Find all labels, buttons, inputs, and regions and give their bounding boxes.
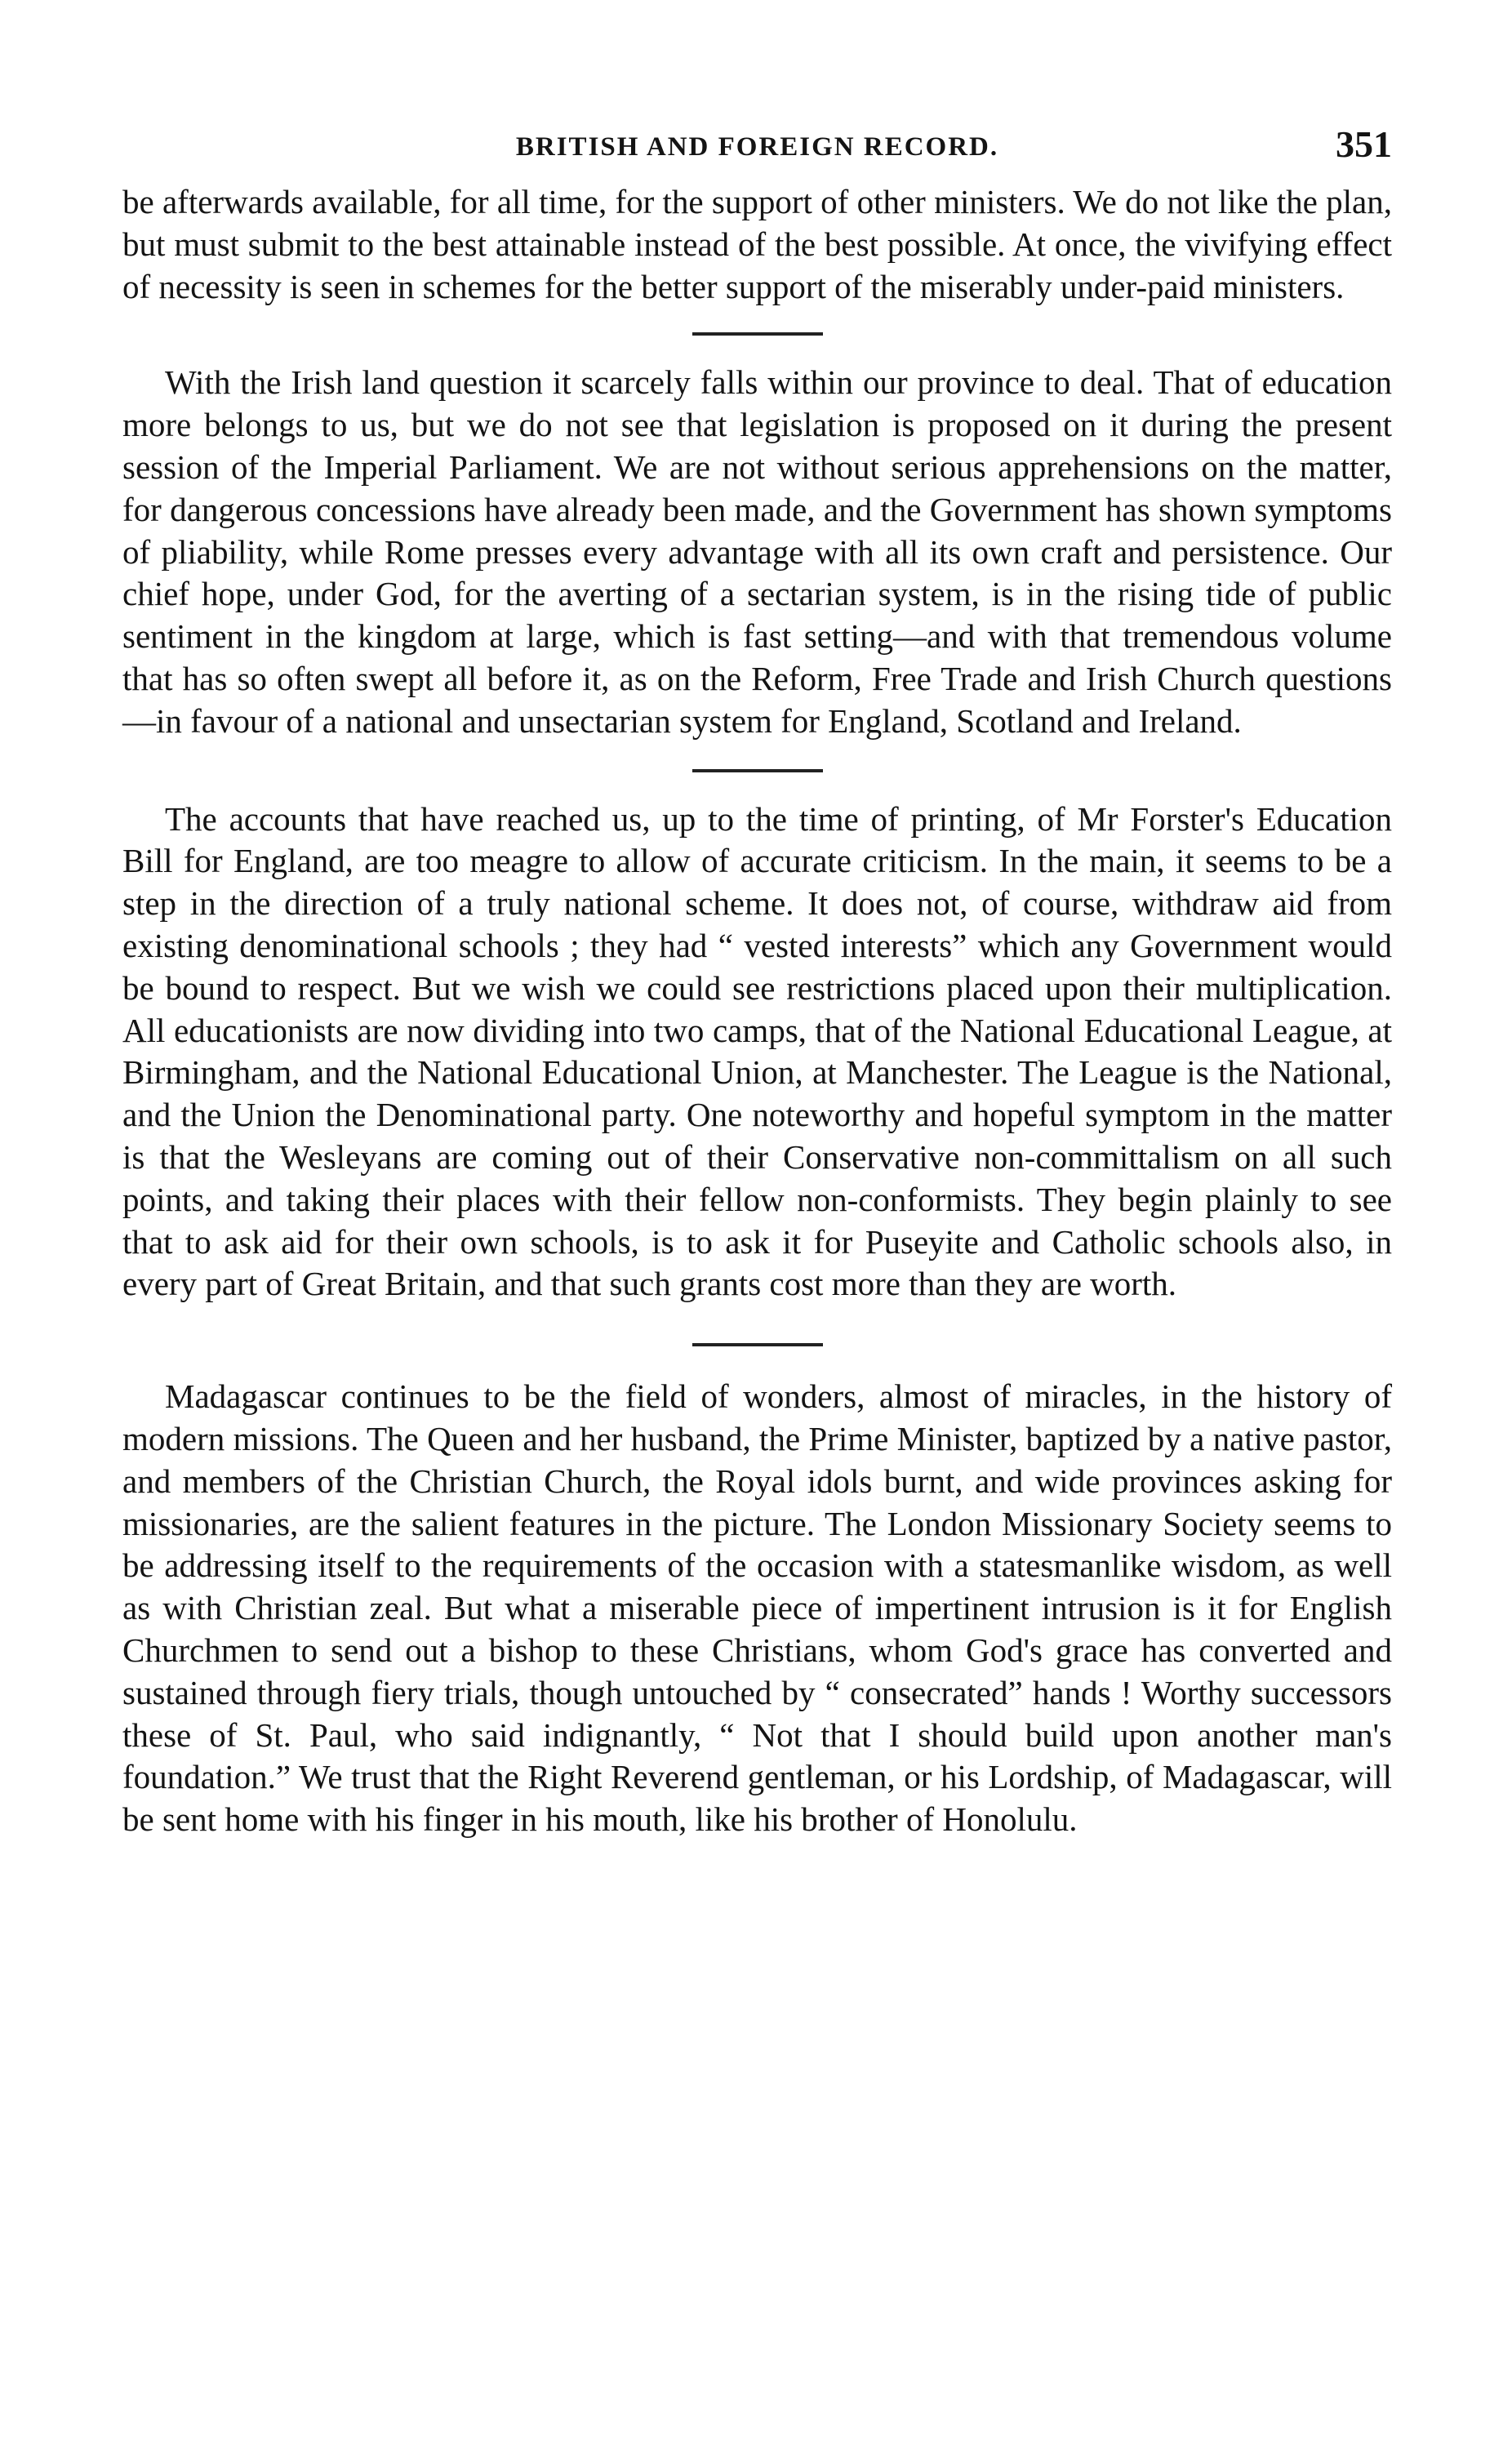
page-header xyxy=(122,122,1392,171)
paragraph-irish-land-question: With the Irish land question it scarcely falls within our province to deal. That of education more belongs to us, but we do not see that legislation is proposed on it during the present session of the Imperial Parliament. We are not without serious apprehensions on the matter, for dangerous concessions have already been made, and the Government has shown symptoms of pliability, while Rome presses every advantage with all its own craft and persistence. Our chief hope, under God, for the averting of a sectarian system, is in the rising tide of public sentiment in the kingdom at large, which is fast setting—and with that tremendous volume that has so often swept all before it, as on the Reform, Free Trade and Irish Church questions—in favour of a national and unsectarian system for England, Scotland and Ireland. xyxy=(122,363,1392,740)
book-page xyxy=(122,122,1392,1841)
running-head: BRITISH AND FOREIGN RECORD. xyxy=(515,132,999,162)
paragraph-ministers-support: be afterwards available, for all time, for the support of other ministers. We do not like the plan, but must submit to the best attainable instead of the best possible. At once, the vivifying effect of necessity is seen in schemes for the better support of the miserably under-paid ministers. xyxy=(122,183,1392,305)
section-divider xyxy=(692,332,823,336)
section-divider xyxy=(692,1343,823,1346)
section-divider xyxy=(692,769,823,772)
page-number: 351 xyxy=(1336,123,1392,165)
paragraph-education-bill: The accounts that have reached us, up to the time of printing, of Mr Forster's Education Bill for England, are too meagre to allow of accurate criticism. In the main, it seems to be a step in the direction of a truly national scheme. It does not, of course, withdraw aid from existing denominational schools ; they had “ vested interests” which any Government would be bound to respect. But we wish we could see restrictions placed upon their multiplication. All educationists are now dividing into two camps, that of the National Educational League, at Birmingham, and the National Educational Union, at Manchester. The League is the National, and the Union the Denominational party. One noteworthy and hopeful symptom in the matter is that the Wesleyans are coming out of their Conservative non-committalism on all such points, and taking their places with their fellow non-conformists. They begin plainly to see that to ask aid for their own schools, is to ask it for Puseyite and Catholic schools also, in every part of Great Britain, and that such grants cost more than they are worth. xyxy=(122,799,1392,1303)
paragraph-madagascar: Madagascar continues to be the field of wonders, almost of miracles, in the history of modern missions. The Queen and her husband, the Prime Minister, baptized by a native pastor, and members of the Christian Church, the Royal idols burnt, and wide provinces asking for missionaries, are the salient features in the picture. The London Missionary Society seems to be addressing itself to the requirements of the occasion with a statesmanlike wisdom, as well as with Christian zeal. But what a miserable piece of impertinent intrusion is it for English Churchmen to send out a bishop to these Christians, whom God's grace has converted and sustained through fiery trials, though untouched by “ consecrated” hands ! Worthy successors these of St. Paul, who said indignantly, “ Not that I should build upon another man's foundation.” We trust that the Right Reverend gentleman, or his Lordship, of Madagascar, will be sent home with his finger in his mouth, like his brother of Honolulu. xyxy=(122,1377,1392,1839)
